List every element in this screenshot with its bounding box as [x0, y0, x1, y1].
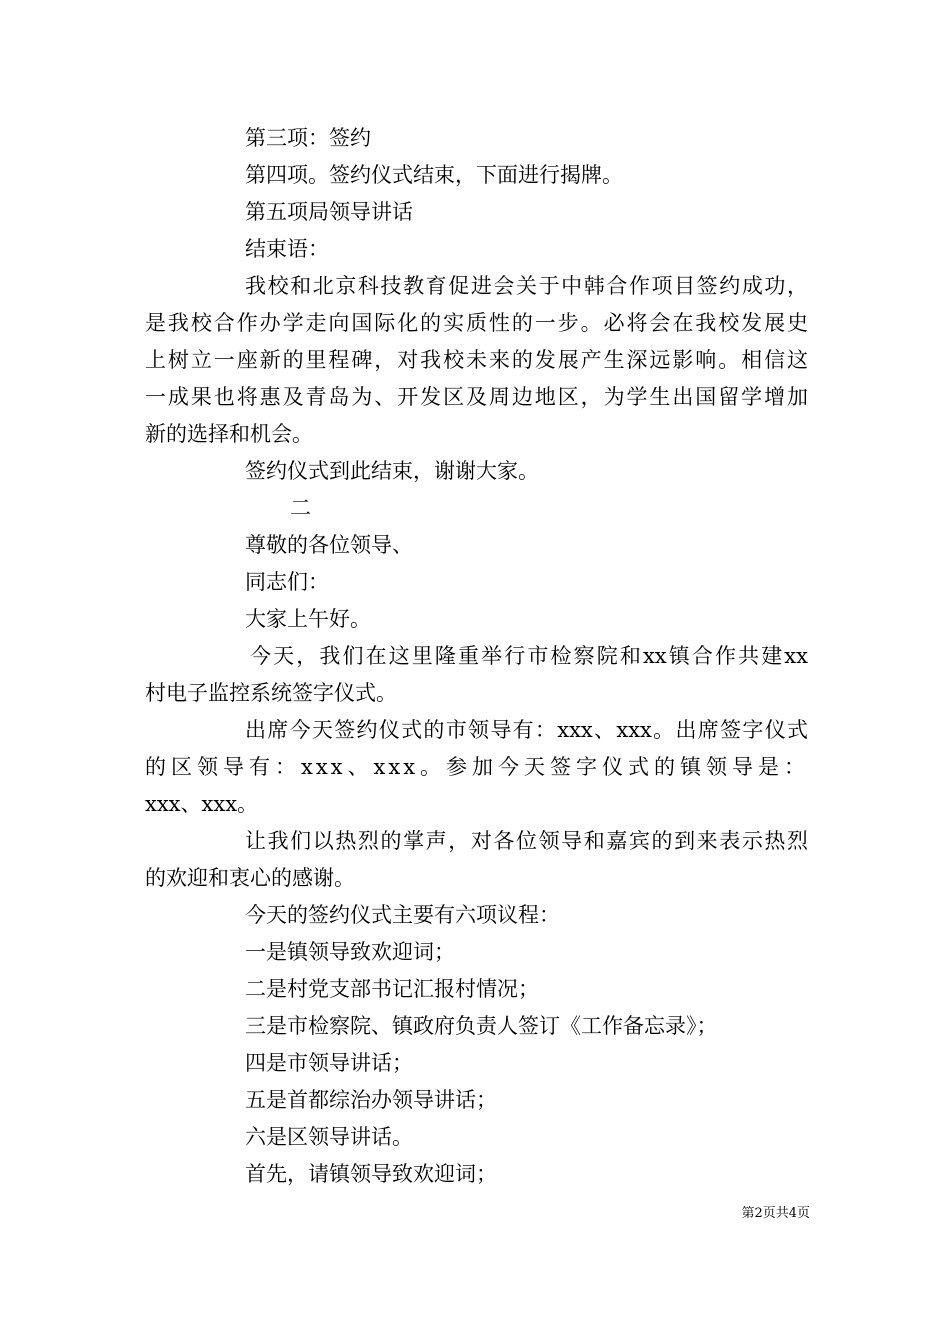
- closing-line: 签约仪式到此结束，谢谢大家。: [245, 459, 539, 483]
- document-body: [145, 120, 808, 1193]
- paragraph-line: 的区领导有：xxx、xxx。参加今天签字仪式的镇领导是：: [145, 755, 808, 779]
- paragraph-line: 上树立一座新的里程碑，对我校未来的发展产生深远影响。相信这: [145, 348, 808, 372]
- paragraph-line: 一成果也将惠及青岛为、开发区及周边地区，为学生出国留学增加: [145, 385, 808, 409]
- agenda-list-item: 一是镇领导致欢迎词；: [245, 940, 455, 964]
- closing-line: 首先，请镇领导致欢迎词；: [245, 1162, 497, 1186]
- agenda-item-4: 第四项。签约仪式结束，下面进行揭牌。: [245, 163, 623, 187]
- agenda-intro: 今天的签约仪式主要有六项议程：: [245, 903, 560, 927]
- salutation-line: 尊敬的各位领导、: [245, 533, 413, 557]
- agenda-list-item: 五是首都综治办领导讲话；: [245, 1088, 497, 1112]
- agenda-list-item: 六是区领导讲话。: [245, 1125, 413, 1149]
- closing-heading: 结束语：: [245, 237, 329, 261]
- paragraph-line: 我校和北京科技教育促进会关于中韩合作项目签约成功，: [245, 274, 808, 298]
- agenda-list-item: 三是市检察院、镇政府负责人签订《工作备忘录》；: [245, 1014, 718, 1038]
- salutation-line: 同志们：: [245, 570, 329, 594]
- paragraph-line: 新的选择和机会。: [145, 422, 313, 446]
- paragraph-line: 村电子监控系统签字仪式。: [145, 681, 397, 705]
- paragraph-line: 今天，我们在这里隆重举行市检察院和xx镇合作共建xx: [250, 644, 808, 668]
- paragraph-line: 是我校合作办学走向国际化的实质性的一步。必将会在我校发展史: [145, 311, 808, 335]
- agenda-list-item: 四是市领导讲话；: [245, 1051, 413, 1075]
- agenda-item-5: 第五项局领导讲话: [245, 200, 413, 224]
- paragraph-line: xxx、xxx。: [145, 792, 259, 816]
- page-number: 第2页共4页: [741, 1206, 810, 1221]
- section-heading: 二: [290, 496, 311, 520]
- paragraph-line: 的欢迎和衷心的感谢。: [145, 866, 355, 890]
- agenda-list-item: 二是村党支部书记汇报村情况；: [245, 977, 539, 1001]
- greeting-line: 大家上午好。: [245, 607, 371, 631]
- agenda-item-3: 第三项：签约: [245, 126, 371, 150]
- paragraph-line: 出席今天签约仪式的市领导有：xxx、xxx。出席签字仪式: [245, 718, 808, 742]
- paragraph-line: 让我们以热烈的掌声，对各位领导和嘉宾的到来表示热烈: [245, 829, 808, 853]
